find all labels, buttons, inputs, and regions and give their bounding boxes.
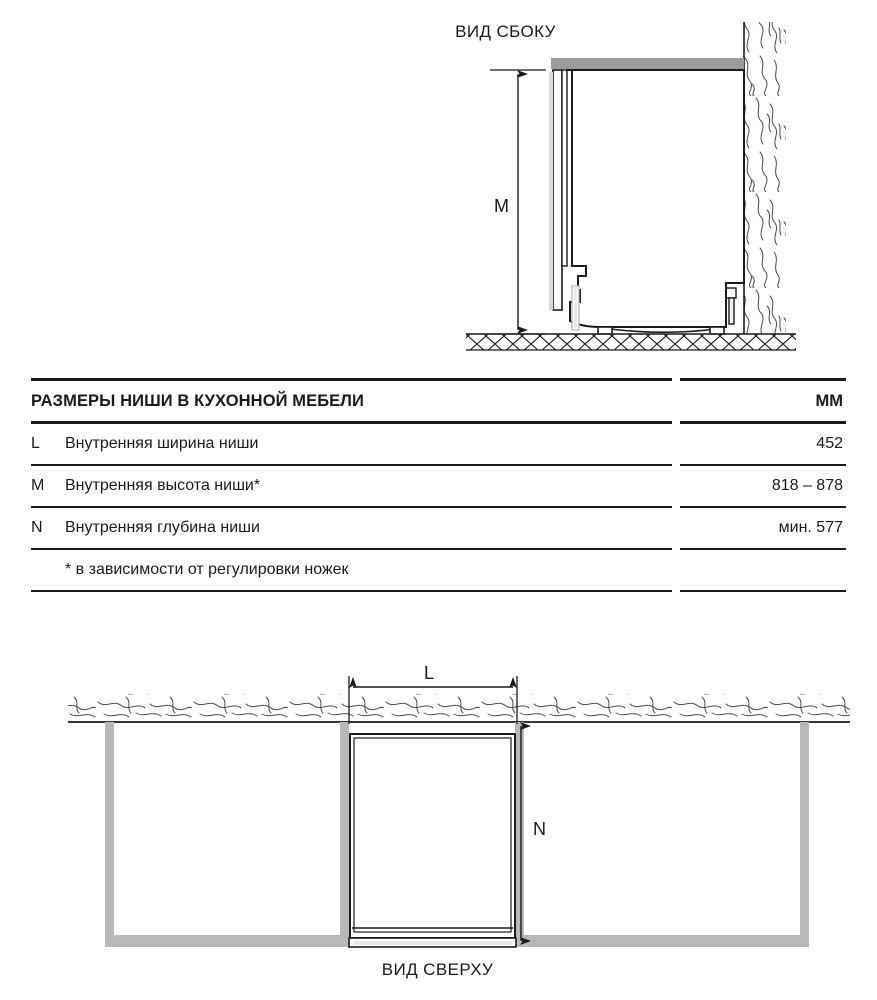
top-view-cabinet-left (105, 722, 349, 947)
side-view-rear-connector (726, 288, 736, 324)
table-row-value: 818 – 878 (771, 477, 843, 494)
table-row (31, 466, 846, 506)
table-row-value-cell (680, 466, 846, 506)
table-header-title: РАЗМЕРЫ НИШИ В КУХОННОЙ МЕБЕЛИ (31, 391, 364, 410)
top-view-appliance (349, 734, 516, 947)
side-view-wall (744, 22, 786, 342)
table-row-value-cell (680, 508, 846, 548)
rule-gap (672, 590, 680, 592)
table-footnote-cell (31, 550, 672, 590)
side-view-height-label: M (494, 196, 509, 216)
table-row-value: мин. 577 (778, 519, 843, 536)
table-footnote-value-cell (680, 550, 846, 590)
table-row-value: 452 (816, 435, 843, 452)
table-row-label-cell (31, 466, 672, 506)
table-row-description: Внутренняя глубина ниши (65, 519, 260, 536)
table-row (31, 508, 846, 548)
side-view-base (597, 327, 726, 334)
table-row-key: M (31, 477, 45, 494)
top-view-wall (68, 694, 850, 722)
table-rule-bottom (31, 590, 846, 592)
top-view-cabinet-right (515, 722, 809, 947)
header-gap (672, 381, 680, 421)
table-row-label-cell (31, 424, 672, 464)
side-view-floor (466, 334, 796, 350)
table-row-key: L (31, 435, 40, 452)
side-view-title: ВИД СБОКУ (455, 22, 556, 41)
top-view-group (68, 676, 850, 947)
table-row-value-cell (680, 424, 846, 464)
row-gap (672, 424, 680, 464)
top-view-depth-label: N (533, 819, 546, 839)
table-footnote: * в зависимости от регулировки ножек (65, 561, 349, 578)
table-row (31, 424, 846, 464)
table-row-key: N (31, 519, 43, 536)
side-view-door-panel (549, 70, 567, 310)
row-gap (672, 466, 680, 506)
side-view-leg (572, 286, 579, 330)
side-view-countertop (551, 58, 744, 69)
top-view-width-label: L (424, 663, 435, 683)
table-row-description: Внутренняя ширина ниши (65, 435, 259, 452)
table-header-unit: ММ (815, 391, 843, 410)
table-row-description: Внутренняя высота ниши* (65, 477, 261, 494)
table-header-unit-cell (680, 381, 846, 421)
table-header-title-cell (31, 381, 672, 421)
top-view-title: ВИД СВЕРХУ (381, 960, 494, 979)
table-row-label-cell (31, 508, 672, 548)
rule-segment-right (680, 590, 846, 592)
niche-dimensions-table (31, 378, 846, 592)
row-gap (672, 508, 680, 548)
side-view-group (466, 22, 796, 350)
table-footnote-row (31, 550, 846, 590)
side-view-appliance-body (566, 70, 744, 327)
rule-segment-left (31, 590, 672, 592)
footnote-gap (672, 550, 680, 590)
table-header-row (31, 381, 846, 421)
